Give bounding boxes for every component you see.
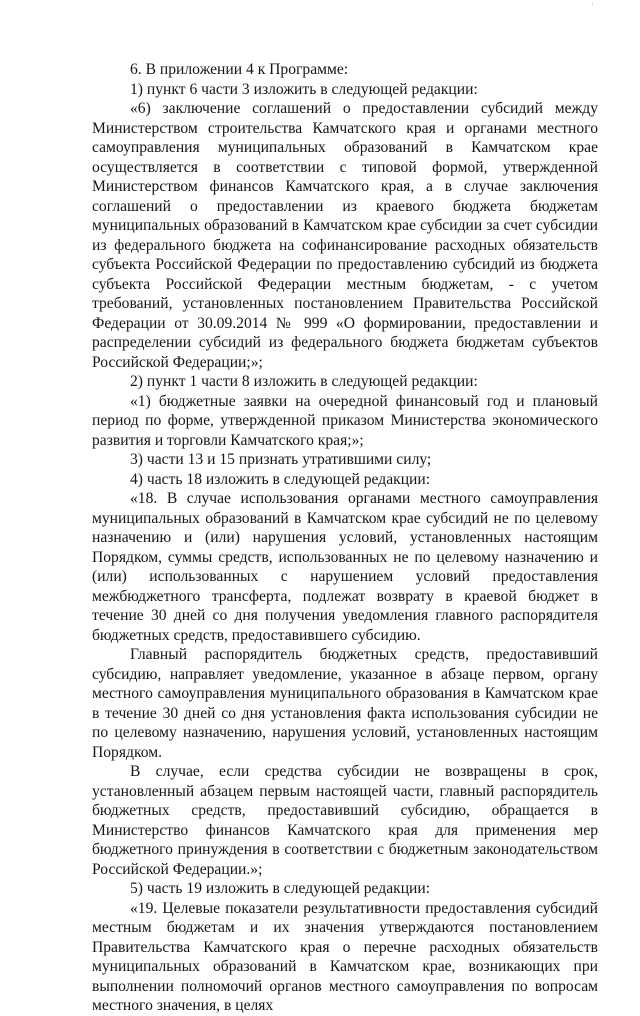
paragraph-item-5: 5) часть 19 изложить в следующей редакции: <box>130 880 431 897</box>
paragraph-item-2: 2) пункт 1 части 8 изложить в следующей редакции: <box>130 373 478 390</box>
scan-mark: ' <box>591 2 594 12</box>
paragraph-quote-6: «6) заключение соглашений о предоставлении субсидий между Министерством строительства Камчатского края и органами местного самоуправления муниципальных образований в Камчатском крае осуществляется в соответствии с типовой формой, утвержденной Министерством финансов Камчатского края, а в случае заключения соглашений о предоставлении из краевого бюджета бюджетам муниципальных образований в Камчатском крае субсидии за счет субсидии из федерального бюджета на софинансирование расходных обязательств субъекта Российской Федерации по предоставлению субсидий из бюджета субъекта Российской Федерации местным бюджетам, - с учетом требований, установленных постановлением Правительства Российской Федерации от 30.09.2014 № 999 «О формировании, предоставлении и распределении субсидий из федерального бюджета бюджетам субъектов Российской Федерации;»; <box>92 100 598 371</box>
document-body <box>92 60 598 1016</box>
paragraph-main-distributor: Главный распорядитель бюджетных средств, предоставивший субсидию, направляет уведомление, указанное в абзаце первом, органу местного самоуправления муниципального образования в Камчатском крае в течение 30 дней со дня установления факта использования субсидии не по целевому назначению, нарушения условий, установленных настоящим Порядком. <box>92 646 598 761</box>
paragraph-item-3: 3) части 13 и 15 признать утратившими силу; <box>130 451 432 468</box>
paragraph-quote-18: «18. В случае использования органами местного самоуправления муниципальных образований в Камчатском крае субсидий не по целевому назначению и (или) нарушения условий, установленных настоящим Порядком, суммы средств, использованных не по целевому назначению и (или) использованных с нарушением условий предоставления межбюджетного трансферта, подлежат возврату в краевой бюджет в течение 30 дней со дня получения уведомления главного распорядителя бюджетных средств, предоставившего субсидию. <box>92 490 598 644</box>
paragraph-heading: 6. В приложении 4 к Программе: <box>130 61 349 78</box>
paragraph-item-4: 4) часть 18 изложить в следующей редакции: <box>130 470 431 488</box>
paragraph-quote-19: «19. Целевые показатели результативности предоставления субсидий местным бюджетам и их значения утверждаются постановлением Правительства Камчатского края о перечне расходных обязательств муниципальных образований в Камчатском крае, возникающих при выполнении полномочий органов местного самоуправления по вопросам местного значения, в целях <box>92 899 598 1014</box>
paragraph-item-1: 1) пункт 6 части 3 изложить в следующей редакции: <box>130 80 478 98</box>
paragraph-quote-1: «1) бюджетные заявки на очередной финансовый год и плановый период по форме, утвержденной приказом Министерства экономического развития и торговли Камчатского края;»; <box>92 392 598 449</box>
paragraph-non-return: В случае, если средства субсидии не возвращены в срок, установленный абзацем первым настоящей части, главный распорядитель бюджетных средств, предоставивший субсидию, обращается в Министерство финансов Камчатского края для применения мер бюджетного принуждения в соответствии с бюджетным законодательством Российской Федерации.»; <box>92 763 598 878</box>
